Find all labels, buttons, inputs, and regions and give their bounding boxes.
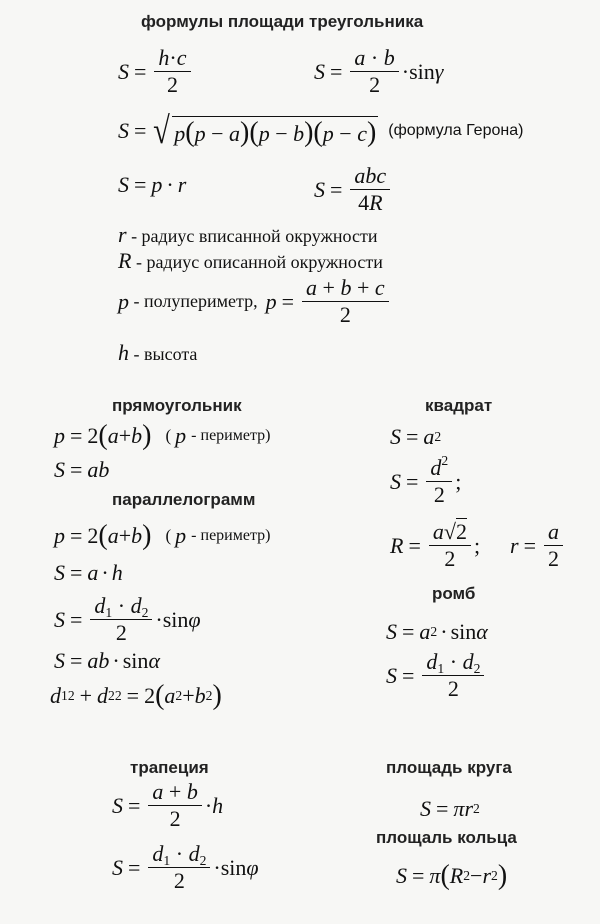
square-title: квадрат bbox=[425, 396, 493, 415]
formula-trapezoid-height: S = $\frac{a + b}{2}$ · h bbox=[112, 779, 224, 832]
trapezoid-title: трапеция bbox=[130, 758, 209, 777]
heron-label: (формула Герона) bbox=[388, 122, 524, 139]
parallelogram-title: параллелограмм bbox=[112, 490, 256, 509]
triangle-title: формулы площади треугольника bbox=[141, 12, 424, 31]
formula-semiperimeter: p - полупериметр, p = $\frac{a + b + c}{2}$ bbox=[118, 276, 392, 327]
formula-triangle-inradius: S = p · r bbox=[118, 172, 187, 197]
formula-trapezoid-diagonals: S = $\frac{d_1 \cdot d_2}{2}$ · sin φ bbox=[112, 841, 259, 894]
note-h-text: - высота bbox=[133, 344, 198, 364]
formula-triangle-circumradius: S = $\frac{\text{abc}}{4R}$ bbox=[314, 164, 393, 215]
formula-triangle-base-height: S = $\frac{h\cdot c}{2}$ bbox=[118, 46, 194, 97]
formula-parallelogram-sine: S = ab · sin α bbox=[54, 648, 160, 673]
rectangle-title: прямоугольник bbox=[112, 396, 242, 415]
parallelogram-perimeter-note: - периметр) bbox=[191, 527, 271, 544]
formula-square-side: S = a 2 bbox=[390, 424, 442, 449]
note-R-text: - радиус описанной окружности bbox=[135, 252, 383, 272]
formula-square-inradius: r = $\frac{a}{2}$ bbox=[510, 520, 566, 571]
formula-square-circumradius: R = $\frac{a√2}{2}$ ; bbox=[390, 519, 481, 572]
formula-parallelogram-perimeter: p = 2 ( a + b ) ( p - периметр) bbox=[54, 520, 271, 551]
note-r-text: - радиус вписанной окружности bbox=[131, 226, 378, 246]
formula-rectangle-area: S = ab bbox=[54, 457, 110, 482]
formula-parallelogram-diagonals: S = $\frac{d_1 \cdot d_2}{2}$ · sin φ bbox=[54, 593, 201, 646]
note-r: r - радиус вписанной окружности bbox=[118, 222, 378, 247]
rectangle-perimeter-note: - периметр) bbox=[191, 427, 271, 444]
formula-circle-area: S = πr 2 bbox=[420, 796, 480, 821]
note-R: R - радиус описанной окружности bbox=[118, 248, 383, 273]
formula-square-diagonal: S = $\frac{d^2}{2}$ ; bbox=[390, 452, 462, 508]
formula-heron: S = √ p(p − a)(p − b)(p − c) (формула Герона) bbox=[118, 110, 524, 152]
ring-title: площаль кольца bbox=[376, 828, 517, 847]
circle-title: площадь круга bbox=[386, 758, 512, 777]
note-h: h - высота bbox=[118, 340, 198, 365]
formula-rectangle-perimeter: p = 2 ( a + b ) ( p - периметр) bbox=[54, 420, 271, 451]
formula-rhombus-diagonals: S = $\frac{d_1 \cdot d_2}{2}$ bbox=[386, 650, 487, 701]
formula-ring-area: S = π ( R 2 − r 2 ) bbox=[396, 860, 508, 891]
formula-parallelogram-identity: d 1 2 + d 2 2 = 2 ( a 2 + b 2 ) bbox=[50, 680, 222, 711]
formula-triangle-sine: S = $\frac{a \cdot b}{2}$ · sin γ bbox=[314, 45, 444, 98]
note-p-text: - полупериметр, bbox=[133, 291, 258, 312]
formula-parallelogram-area-height: S = a · h bbox=[54, 560, 123, 585]
formula-rhombus-sine: S = a 2 · sin α bbox=[386, 619, 488, 644]
rhombus-title: ромб bbox=[432, 584, 476, 603]
